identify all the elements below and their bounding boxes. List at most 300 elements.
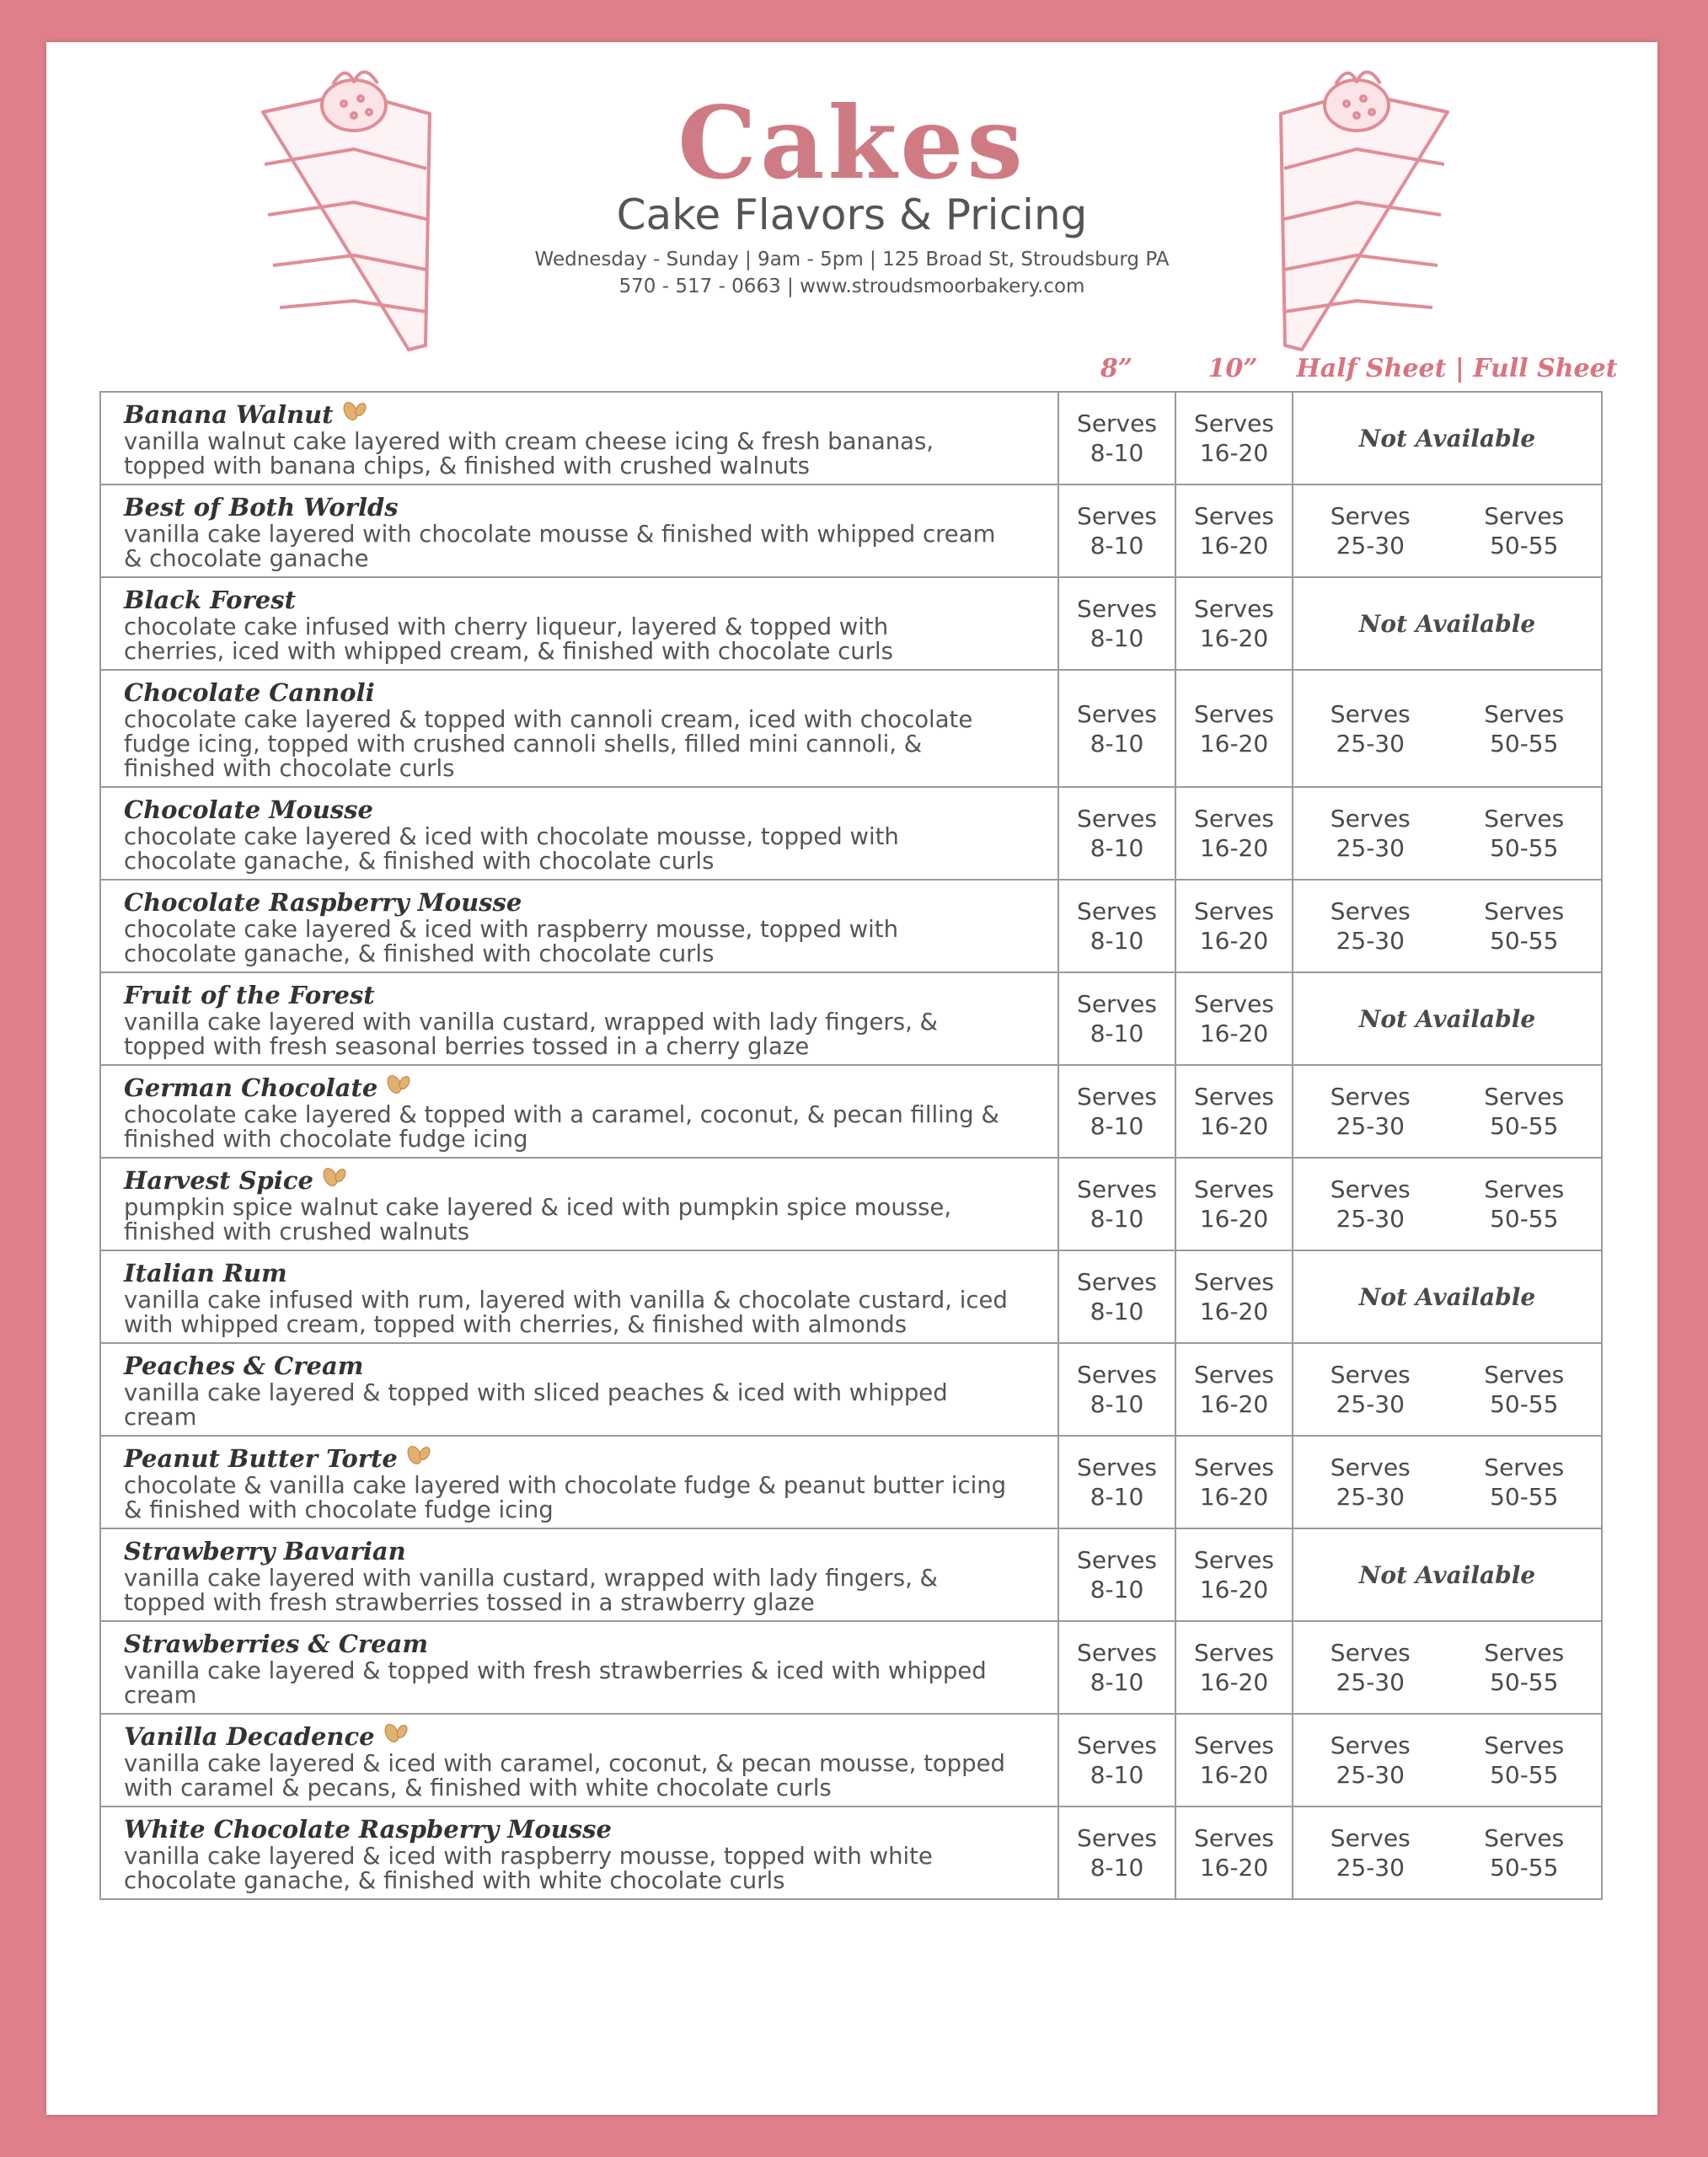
size-8-serving [1059,880,1176,971]
cake-description-line: pumpkin spice walnut cake layered & iced with pumpkin spice mousse, [124,1194,952,1221]
sheet-serving [1293,1529,1601,1620]
full-sheet-serving [1448,1360,1602,1419]
cake-description-cell [101,973,1059,1064]
serves-label: Serves [1077,1175,1157,1203]
serves-label: Serves [1330,1175,1411,1203]
cake-name: Strawberry Bavarian [124,1537,406,1566]
cake-description-line: & chocolate ganache [124,545,369,572]
cake-row [101,1807,1601,1900]
cake-description-cell [101,393,1059,484]
page-title: Cakes [677,84,1026,201]
cake-name: Peanut Butter Torte [124,1444,398,1473]
phone-website: 570 - 517 - 0663 | www.stroudsmoorbakery.com [618,276,1085,297]
not-available-label: Not Available [1358,609,1536,638]
serves-range: 8-10 [1090,1390,1144,1418]
serves-range: 25-30 [1336,1483,1405,1511]
size-8-serving [1059,578,1176,669]
serves-range: 16-20 [1199,1020,1269,1047]
cake-row [101,788,1601,880]
serves-range: 16-20 [1199,532,1269,559]
serves-label: Serves [1330,1731,1411,1759]
size-8-serving [1059,1715,1176,1806]
menu-sheet [46,42,1657,2115]
size-10-serving [1176,578,1293,669]
size-8-serving [1059,485,1176,576]
serves-label: Serves [1077,990,1157,1018]
half-sheet-serving [1293,501,1448,560]
cake-description [124,430,1049,479]
serves-range: 16-20 [1199,729,1269,757]
serves-label: Serves [1330,1639,1411,1667]
serves-range: 50-55 [1490,1761,1559,1789]
serves-range: 8-10 [1090,1483,1144,1511]
cake-description [124,825,1049,874]
cake-description [124,1288,1049,1337]
cake-description [124,1566,1049,1615]
serves-range: 8-10 [1090,927,1144,955]
cake-row [101,1344,1601,1437]
serves-label: Serves [1077,699,1157,728]
serves-label: Serves [1194,502,1274,530]
cake-description-line: vanilla cake layered with chocolate mousse & finished with whipped cream [124,521,996,548]
half-sheet-serving [1293,1823,1448,1882]
cake-row [101,578,1601,671]
size-10-serving [1176,788,1293,879]
serves-label: Serves [1484,1083,1565,1111]
serves-range: 8-10 [1090,729,1144,757]
serves-label: Serves [1330,805,1411,832]
serves-range: 8-10 [1090,1020,1144,1047]
sheet-serving [1293,1066,1601,1157]
cake-description-line: vanilla cake layered & iced with raspberry mousse, topped with white [124,1843,933,1870]
half-sheet-serving [1293,1638,1448,1697]
cake-name-line [124,1258,1049,1288]
size-10-serving [1176,1622,1293,1713]
serves-range: 50-55 [1490,532,1559,559]
size-10-serving [1176,671,1293,786]
column-header-sheet: Half Sheet | Full Sheet [1296,354,1618,383]
cake-description-line: vanilla cake layered & topped with sliced peaches & iced with whipped [124,1379,948,1406]
cake-description-line: with caramel & pecans, & finished with white chocolate curls [124,1774,832,1801]
cake-name-line [124,795,1049,825]
serves-label: Serves [1077,1083,1157,1111]
serves-range: 16-20 [1199,1761,1269,1789]
size-10-serving [1176,393,1293,484]
size-8-serving [1059,1437,1176,1528]
serves-label: Serves [1077,1639,1157,1667]
cake-name: Harvest Spice [124,1166,313,1195]
sheet-serving [1293,485,1601,576]
serves-label: Serves [1077,1731,1157,1759]
cake-name: Best of Both Worlds [124,493,399,522]
serves-label: Serves [1077,897,1157,925]
sheet-serving [1293,1437,1601,1528]
cake-description-line: with whipped cream, topped with cherries, & finished with almonds [124,1311,908,1338]
serves-range: 16-20 [1199,927,1269,955]
serves-range: 25-30 [1336,729,1405,757]
serves-label: Serves [1194,805,1274,832]
serves-range: 8-10 [1090,439,1144,467]
cake-row [101,1715,1601,1807]
serves-range: 50-55 [1490,1854,1559,1881]
serves-label: Serves [1484,699,1565,728]
cake-description-line: chocolate cake layered & iced with raspberry mousse, topped with [124,916,899,943]
size-8-serving [1059,1066,1176,1157]
sheet-serving [1293,1251,1601,1342]
nut-icon [340,399,369,430]
cake-name-line [124,399,1049,430]
serves-label: Serves [1077,1824,1157,1852]
cake-name-line [124,1814,1049,1844]
cake-description-line: vanilla cake layered & topped with fresh strawberries & iced with whipped [124,1657,987,1684]
cake-description-line: finished with chocolate fudge icing [124,1126,528,1153]
half-sheet-serving [1293,804,1448,863]
cake-description-cell [101,788,1059,879]
cake-description-cell [101,1251,1059,1342]
size-10-serving [1176,1066,1293,1157]
full-sheet-serving [1448,501,1602,560]
serves-range: 50-55 [1490,927,1559,955]
half-sheet-serving [1293,1453,1448,1512]
cake-description-cell [101,1715,1059,1806]
serves-range: 16-20 [1199,1483,1269,1511]
cake-description [124,1844,1049,1893]
sheet-serving [1293,880,1601,971]
cake-description-line: chocolate cake layered & topped with a caramel, coconut, & pecan filling & [124,1101,999,1128]
serves-range: 16-20 [1199,1298,1269,1325]
serves-label: Serves [1077,409,1157,437]
cake-description [124,1381,1049,1430]
serves-label: Serves [1077,1361,1157,1389]
full-sheet-serving [1448,1175,1602,1234]
cake-row [101,1066,1601,1159]
serves-range: 25-30 [1336,532,1405,559]
serves-label: Serves [1194,1083,1274,1111]
serves-label: Serves [1330,699,1411,728]
size-10-serving [1176,973,1293,1064]
sheet-serving [1293,1807,1601,1898]
nut-icon [404,1443,433,1474]
sheet-serving [1293,393,1601,484]
serves-label: Serves [1194,1453,1274,1481]
cake-description-cell [101,671,1059,786]
half-sheet-serving [1293,699,1448,758]
cake-description-line: topped with banana chips, & finished with crushed walnuts [124,452,811,479]
size-10-serving [1176,1344,1293,1435]
serves-range: 25-30 [1336,834,1405,862]
serves-label: Serves [1484,1453,1565,1481]
cake-description [124,522,1049,571]
sheet-serving [1293,578,1601,669]
cake-name: Banana Walnut [124,400,334,429]
cake-description-line: cherries, iced with whipped cream, & finished with chocolate curls [124,638,893,665]
cake-description-line: vanilla cake layered with vanilla custard, wrapped with lady fingers, & [124,1009,938,1036]
column-header-8-inch: 8” [1100,354,1133,383]
cake-name: Strawberries & Cream [124,1630,429,1658]
serves-range: 16-20 [1199,439,1269,467]
not-available-label: Not Available [1358,1282,1536,1311]
cake-description-line: finished with chocolate curls [124,755,455,782]
serves-label: Serves [1077,502,1157,530]
cake-name-line [124,1629,1049,1659]
serves-range: 50-55 [1490,1483,1559,1511]
cake-description-line: vanilla walnut cake layered with cream cheese icing & fresh bananas, [124,428,934,455]
serves-range: 8-10 [1090,624,1144,652]
cake-description-cell [101,1159,1059,1250]
cake-name-line [124,1165,1049,1196]
serves-label: Serves [1194,897,1274,925]
full-sheet-serving [1448,1082,1602,1141]
serves-range: 50-55 [1490,729,1559,757]
cake-description-line: vanilla cake layered with vanilla custard, wrapped with lady fingers, & [124,1565,938,1592]
size-8-serving [1059,1159,1176,1250]
size-8-serving [1059,1344,1176,1435]
serves-label: Serves [1484,502,1565,530]
half-sheet-serving [1293,1360,1448,1419]
full-sheet-serving [1448,1638,1602,1697]
half-sheet-serving [1293,897,1448,955]
cake-description-cell [101,1529,1059,1620]
size-8-serving [1059,973,1176,1064]
cake-description [124,918,1049,966]
nut-icon [382,1721,410,1752]
size-10-serving [1176,1807,1293,1898]
cake-row [101,393,1601,485]
serves-range: 16-20 [1199,1390,1269,1418]
serves-label: Serves [1330,1361,1411,1389]
serves-label: Serves [1330,1453,1411,1481]
cake-name-line [124,585,1049,615]
cake-description [124,708,1049,781]
size-10-serving [1176,1251,1293,1342]
cake-row [101,1622,1601,1715]
size-10-serving [1176,1715,1293,1806]
half-sheet-serving [1293,1731,1448,1790]
cake-description-line: chocolate ganache, & finished with chocolate curls [124,848,715,875]
cake-description-line: chocolate ganache, & finished with white chocolate curls [124,1867,785,1894]
cake-description-cell [101,1437,1059,1528]
serves-label: Serves [1194,990,1274,1018]
cake-table [99,391,1603,1900]
hours-address: Wednesday - Sunday | 9am - 5pm | 125 Broad St, Stroudsburg PA [534,249,1170,270]
serves-range: 8-10 [1090,1205,1144,1233]
sheet-serving [1293,671,1601,786]
cake-row [101,1251,1601,1344]
serves-label: Serves [1330,1083,1411,1111]
cake-name: Black Forest [124,586,296,614]
serves-range: 16-20 [1199,624,1269,652]
size-8-serving [1059,1622,1176,1713]
cake-description [124,1010,1049,1059]
sheet-serving [1293,1715,1601,1806]
serves-range: 8-10 [1090,1576,1144,1603]
full-sheet-serving [1448,804,1602,863]
cake-description-line: chocolate cake layered & topped with cannoli cream, iced with chocolate [124,706,973,733]
cake-description [124,615,1049,664]
sheet-serving [1293,1344,1601,1435]
serves-range: 8-10 [1090,1668,1144,1696]
serves-range: 50-55 [1490,1112,1559,1140]
size-8-serving [1059,1251,1176,1342]
serves-label: Serves [1077,1268,1157,1296]
cake-name-line [124,1443,1049,1474]
size-10-serving [1176,485,1293,576]
serves-label: Serves [1484,1731,1565,1759]
serves-label: Serves [1194,1361,1274,1389]
serves-label: Serves [1484,1175,1565,1203]
serves-range: 16-20 [1199,1112,1269,1140]
nut-icon [320,1165,349,1196]
sheet-serving [1293,1622,1601,1713]
cake-description [124,1659,1049,1708]
cake-description [124,1474,1049,1523]
serves-range: 25-30 [1336,1761,1405,1789]
serves-range: 25-30 [1336,1854,1405,1881]
serves-range: 16-20 [1199,1205,1269,1233]
serves-label: Serves [1194,1731,1274,1759]
sheet-serving [1293,788,1601,879]
cake-name: Vanilla Decadence [124,1722,375,1751]
sheet-serving [1293,973,1601,1064]
size-10-serving [1176,1159,1293,1250]
serves-range: 16-20 [1199,1668,1269,1696]
cake-row [101,1529,1601,1622]
cake-row [101,1159,1601,1251]
cake-name: Chocolate Mousse [124,795,373,824]
full-sheet-serving [1448,1823,1602,1882]
serves-label: Serves [1077,1546,1157,1574]
size-8-serving [1059,1529,1176,1620]
cake-description-line: vanilla cake layered & iced with caramel, coconut, & pecan mousse, topped [124,1750,1005,1777]
not-available-label: Not Available [1358,424,1536,452]
cake-name: Peaches & Cream [124,1351,364,1380]
size-8-serving [1059,671,1176,786]
cake-name-line [124,1536,1049,1566]
cake-description-line: vanilla cake infused with rum, layered with vanilla & chocolate custard, iced [124,1287,1008,1314]
cake-description-line: topped with fresh seasonal berries tossed in a cherry glaze [124,1033,810,1060]
cake-name: German Chocolate [124,1073,378,1102]
half-sheet-serving [1293,1175,1448,1234]
cake-description-line: topped with fresh strawberries tossed in a strawberry glaze [124,1589,815,1616]
cake-description-line: cream [124,1404,197,1431]
cake-description-line: finished with crushed walnuts [124,1218,470,1245]
serves-label: Serves [1484,897,1565,925]
serves-label: Serves [1484,1639,1565,1667]
serves-range: 25-30 [1336,1390,1405,1418]
cake-name-line [124,1721,1049,1752]
serves-range: 8-10 [1090,1854,1144,1881]
cake-description [124,1752,1049,1801]
serves-range: 16-20 [1199,1854,1269,1881]
cake-name: Fruit of the Forest [124,981,375,1009]
size-8-serving [1059,393,1176,484]
serves-range: 8-10 [1090,1112,1144,1140]
serves-label: Serves [1484,1824,1565,1852]
full-sheet-serving [1448,897,1602,955]
cake-row [101,671,1601,788]
cake-row [101,973,1601,1066]
cake-name-line [124,887,1049,918]
serves-range: 25-30 [1336,1668,1405,1696]
serves-range: 8-10 [1090,1761,1144,1789]
full-sheet-serving [1448,1731,1602,1790]
size-10-serving [1176,1529,1293,1620]
half-sheet-serving [1293,1082,1448,1141]
cake-description-line: cream [124,1682,197,1709]
cake-name-line [124,1351,1049,1381]
serves-label: Serves [1330,502,1411,530]
serves-label: Serves [1077,595,1157,623]
full-sheet-serving [1448,699,1602,758]
serves-label: Serves [1194,409,1274,437]
cake-description-cell [101,1344,1059,1435]
serves-range: 50-55 [1490,1668,1559,1696]
serves-range: 50-55 [1490,834,1559,862]
size-8-serving [1059,1807,1176,1898]
nut-icon [384,1073,413,1103]
serves-label: Serves [1194,699,1274,728]
serves-label: Serves [1330,1824,1411,1852]
serves-label: Serves [1330,897,1411,925]
not-available-label: Not Available [1358,1004,1536,1033]
serves-range: 8-10 [1090,532,1144,559]
cake-description-line: chocolate cake layered & iced with chocolate mousse, topped with [124,823,899,850]
serves-range: 50-55 [1490,1390,1559,1418]
serves-label: Serves [1194,1175,1274,1203]
cake-description-line: chocolate ganache, & finished with chocolate curls [124,940,715,967]
serves-range: 8-10 [1090,1298,1144,1325]
cake-row [101,485,1601,578]
cake-description-line: chocolate & vanilla cake layered with chocolate fudge & peanut butter icing [124,1472,1007,1499]
cake-name: Italian Rum [124,1259,287,1287]
serves-range: 16-20 [1199,1576,1269,1603]
size-10-serving [1176,1437,1293,1528]
cake-name: Chocolate Cannoli [124,678,375,707]
cake-name-line [124,492,1049,522]
serves-label: Serves [1194,1824,1274,1852]
cake-name-line [124,1073,1049,1103]
serves-range: 25-30 [1336,1205,1405,1233]
cake-row [101,1437,1601,1529]
column-header-10-inch: 10” [1207,354,1258,383]
cake-row [101,880,1601,973]
serves-label: Serves [1484,1361,1565,1389]
serves-range: 50-55 [1490,1205,1559,1233]
serves-range: 25-30 [1336,1112,1405,1140]
cake-name-line [124,980,1049,1010]
cake-description-cell [101,880,1059,971]
full-sheet-serving [1448,1453,1602,1512]
serves-label: Serves [1194,595,1274,623]
cake-name: Chocolate Raspberry Mousse [124,888,522,917]
cake-description-cell [101,1622,1059,1713]
cake-description-cell [101,1066,1059,1157]
cake-name: White Chocolate Raspberry Mousse [124,1815,612,1844]
cake-description-cell [101,485,1059,576]
serves-range: 8-10 [1090,834,1144,862]
size-8-serving [1059,788,1176,879]
cake-description-line: chocolate cake infused with cherry liqueur, layered & topped with [124,613,889,640]
cake-description-cell [101,578,1059,669]
serves-label: Serves [1077,805,1157,832]
page-subtitle: Cake Flavors & Pricing [616,190,1088,239]
not-available-label: Not Available [1358,1560,1536,1589]
cake-description-line: fudge icing, topped with crushed cannoli shells, filled mini cannoli, & [124,731,923,757]
cake-name-line [124,677,1049,708]
serves-label: Serves [1194,1268,1274,1296]
serves-range: 16-20 [1199,834,1269,862]
serves-range: 25-30 [1336,927,1405,955]
